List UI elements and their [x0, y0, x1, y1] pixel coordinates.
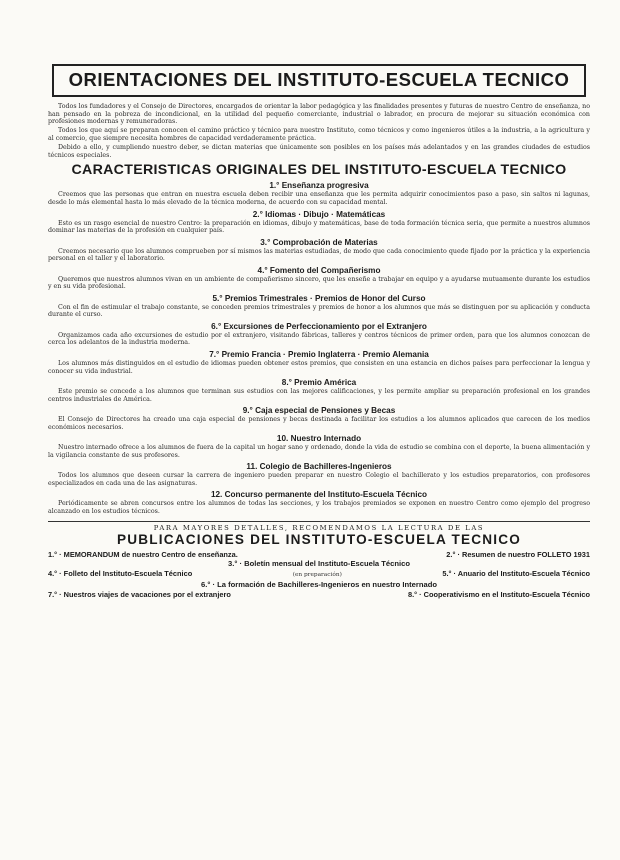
intro-block — [48, 103, 590, 159]
section-heading: 10. Nuestro Internado — [276, 434, 362, 444]
section-heading: 8.° Premio América — [281, 378, 357, 388]
section-text: Creemos necesario que los alumnos comprueben por sí mismos las materias estudiadas, de modo que cada conocimiento quede fijado por la práctica y la experiencia personal en el taller y el laboratorio. — [48, 247, 590, 263]
publication-item: 5.° · Anuario del Instituto-Escuela Técnico — [442, 568, 590, 578]
publication-row — [48, 590, 590, 600]
publication-note: (en preparación) — [292, 571, 342, 578]
section-text: Con el fin de estimular el trabajo constante, se conceden premios trimestrales y premios de honor a los alumnos que más se distinguen por su aplicación y conducta durante el curso. — [48, 303, 590, 319]
section-text: Nuestro internado ofrece a los alumnos de fuera de la capital un hogar sano y ordenado, donde la vida de estudio se combina con el deporte, la buena alimentación y la vigilancia constante de sus profesores. — [48, 444, 590, 459]
more-info-note: PARA MAYORES DETALLES, RECOMENDAMOS LA LECTURA DE LAS — [153, 523, 485, 532]
section-text: Queremos que nuestros alumnos vivan en un ambiente de compañerismo sincero, que les enseñe a trabajar en equipo y a ayudarse mutuamente durante los estudios y en su vida profesional. — [48, 275, 590, 291]
section-heading: 6.° Excursiones de Perfeccionamiento por el Extranjero — [211, 321, 427, 331]
section-text: Periódicamente se abren concursos entre los alumnos de todas las secciones, y los trabajos premiados se exponen en nuestro Centro como ejemplo del progreso alcanzado en los estudios técnicos. — [48, 500, 590, 515]
section-heading: 1.° Enseñanza progresiva — [269, 181, 369, 191]
publication-row — [48, 569, 590, 581]
section-text: Esto es un rasgo esencial de nuestro Centro: la preparación en idiomas, dibujo y matemáticas, base de toda formación técnica seria, que permite a nuestros alumnos dominar las materias de la profesión en cualquier país. — [48, 219, 590, 235]
section-text: Este premio se concede a los alumnos que terminan sus estudios con las mejores calificaciones, y les permite ampliar su preparación profesional en los grandes centros industriales de América. — [48, 388, 590, 403]
publication-item: 2.° · Resumen de nuestro FOLLETO 1931 — [446, 549, 590, 559]
section-text: El Consejo de Directores ha creado una caja especial de pensiones y becas destinada a facilitar los estudios a los alumnos aplicados que carecen de los medios económicos necesarios. — [48, 416, 590, 431]
section-heading: 2.° Idiomas · Dibujo · Matemáticas — [252, 209, 386, 219]
section-text: Todos los alumnos que deseen cursar la carrera de ingeniero pueden preparar en nuestro Colegio el bachillerato y los estudios preparatorios, con profesores especializados en cada una de las asignaturas. — [48, 472, 590, 487]
intro-paragraph: Todos los fundadores y el Consejo de Directores, encargados de orientar la labor pedagógica y las finalidades presentes y futuras de nuestro Centro de enseñanza, no han pensado en la pobreza de incondicional, en la utilidad del pequeño comerciante, industrial o labrador, en procura de mejorar su situación económica con profesiones modernas y remuneradoras. — [48, 103, 590, 126]
publication-item: 7.° · Nuestros viajes de vacaciones por el extranjero — [48, 589, 231, 599]
section-heading: 5.° Premios Trimestrales · Premios de Honor del Curso — [212, 293, 426, 303]
intro-paragraph: Todos los que aquí se preparan conocen el camino práctico y técnico para nuestro Instituto, como técnicos y como ingenieros útiles a la industria, a la agricultura y al comercio, que siempre necesita hombres de capacidad verdaderamente práctica. — [48, 127, 590, 142]
publication-item: 3.° · Boletín mensual del Instituto-Escuela Técnico — [228, 559, 410, 569]
section-text: Los alumnos más distinguidos en el estudio de idiomas pueden obtener estos premios, que consisten en una estancia en dichos países para perfeccionar la lengua y conocer su vida industrial. — [48, 359, 590, 375]
publication-item: 1.° · MEMORANDUM de nuestro Centro de enseñanza. — [48, 549, 238, 559]
section-heading: 3.° Comprobación de Materias — [260, 237, 378, 247]
intro-paragraph: Debido a ello, y cumpliendo nuestro deber, se dictan materias que únicamente son posibles en los países más adelantados y en las grandes ciudades de estudios técnicos especiales. — [48, 144, 590, 159]
publication-item: 8.° · Cooperativismo en el Instituto-Escuela Técnico — [407, 589, 590, 599]
publication-item: 6.° · La formación de Bachilleres-Ingenieros en nuestro Internado — [201, 580, 437, 590]
section-heading: 4.° Fomento del Compañerismo — [257, 265, 381, 275]
section-text: Organizamos cada año excursiones de estudio por el extranjero, visitando fábricas, talleres y centros técnicos de primer orden, para que los alumnos conozcan de cerca los adelantos de la industria moderna. — [48, 331, 590, 347]
publication-row — [48, 550, 590, 560]
characteristics-title: CARACTERISTICAS ORIGINALES DEL INSTITUTO-ESCUELA TECNICO — [71, 162, 567, 179]
section-heading: 11. Colegio de Bachilleres-Ingenieros — [246, 462, 392, 472]
section-heading: 9.° Caja especial de Pensiones y Becas — [242, 406, 396, 416]
divider — [48, 521, 590, 522]
document-page — [48, 50, 590, 599]
publication-item: 4.° · Folleto del Instituto-Escuela Técnico — [48, 568, 193, 578]
characteristics-list — [48, 181, 590, 515]
section-heading: 7.° Premio Francia · Premio Inglaterra · Premio Alemania — [209, 349, 429, 359]
orientaciones-title: ORIENTACIONES DEL INSTITUTO-ESCUELA TECNICO — [52, 64, 586, 97]
publications-list — [48, 550, 590, 600]
section-text: Creemos que las personas que entran en nuestra escuela deben recibir una enseñanza que les permita adquirir conocimientos paso a paso, sin saltos ni lagunas, desde lo más elemental hasta lo más elevado de la técnica moderna, de acuerdo con su capacidad mental. — [48, 191, 590, 206]
publications-title: PUBLICACIONES DEL INSTITUTO-ESCUELA TECNICO — [116, 531, 522, 547]
section-heading: 12. Concurso permanente del Instituto-Escuela Técnico — [210, 490, 428, 500]
